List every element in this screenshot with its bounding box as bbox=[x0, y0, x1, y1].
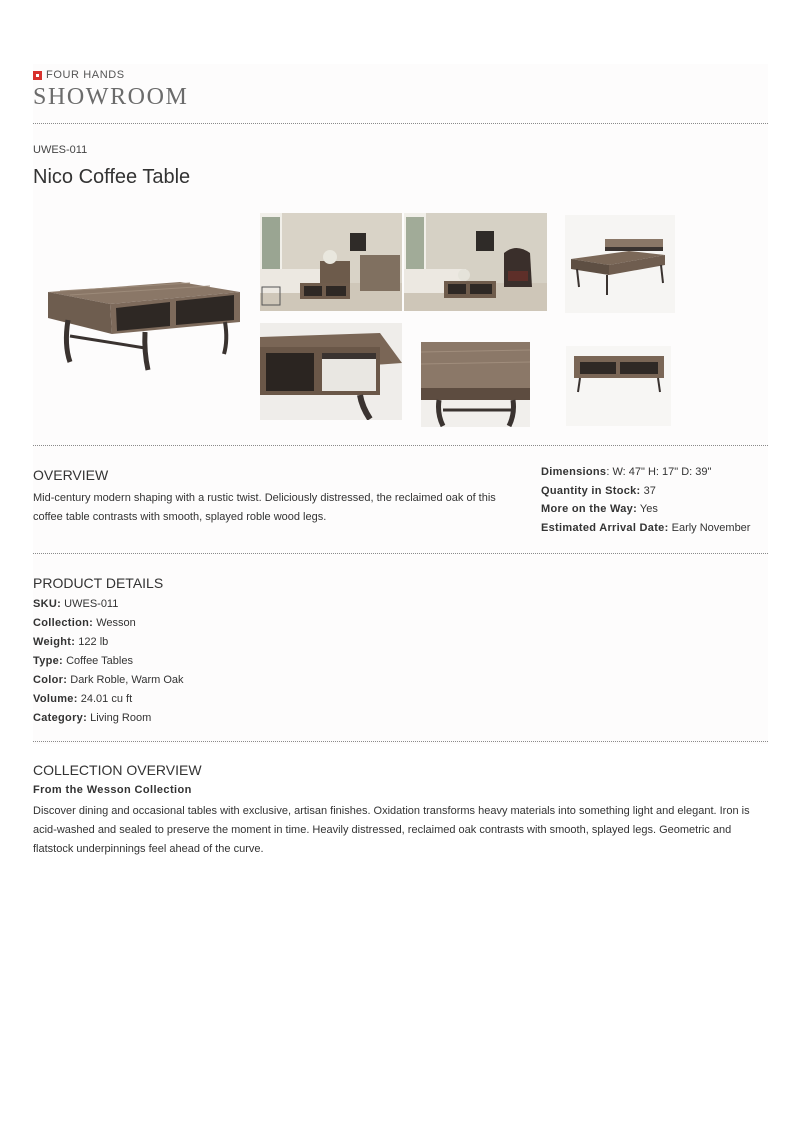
brand-header bbox=[33, 68, 188, 111]
brand-title: SHOWROOM bbox=[33, 84, 189, 110]
spec-arrival-date: Estimated Arrival Date: Early November bbox=[541, 521, 751, 534]
product-image-room-1[interactable] bbox=[260, 213, 402, 311]
detail-sku: SKU: UWES-011 bbox=[33, 598, 119, 610]
detail-category: Category: Living Room bbox=[33, 712, 152, 724]
overview-heading: OVERVIEW bbox=[33, 467, 109, 483]
brand-name: FOUR HANDS bbox=[46, 69, 125, 81]
product-sku: UWES-011 bbox=[33, 144, 88, 156]
spec-quantity: Quantity in Stock: 37 bbox=[541, 484, 656, 497]
details-list bbox=[33, 595, 184, 728]
collection-heading: COLLECTION OVERVIEW bbox=[33, 762, 202, 778]
spec-list bbox=[541, 463, 750, 537]
product-image-main[interactable] bbox=[40, 270, 245, 378]
detail-type: Type: Coffee Tables bbox=[33, 655, 133, 667]
details-heading: PRODUCT DETAILS bbox=[33, 575, 164, 591]
brand-logo-icon bbox=[33, 71, 42, 80]
detail-collection: Collection: Wesson bbox=[33, 617, 136, 629]
product-image-front[interactable] bbox=[566, 346, 671, 426]
product-image-detail-2[interactable] bbox=[421, 342, 530, 427]
detail-color: Color: Dark Roble, Warm Oak bbox=[33, 674, 184, 686]
divider bbox=[33, 741, 768, 742]
detail-volume: Volume: 24.01 cu ft bbox=[33, 693, 133, 705]
divider bbox=[33, 123, 768, 124]
collection-subheading: From the Wesson Collection bbox=[33, 784, 192, 796]
product-image-room-2[interactable] bbox=[404, 213, 547, 311]
collection-text: Discover dining and occasional tables with exclusive, artisan finishes. Oxidation transforms heavy materials into something light and elegant. Iron is acid-washed and sealed to preserve the moment in time. Heavily distressed, reclaimed oak contrasts with smooth, splayed legs. Geometric and flatstock underpinnings feel ahead of the curve. bbox=[33, 805, 750, 855]
divider bbox=[33, 553, 768, 554]
product-title: Nico Coffee Table bbox=[33, 166, 191, 188]
product-image-side[interactable] bbox=[565, 215, 675, 313]
product-image-detail-1[interactable] bbox=[260, 323, 402, 420]
detail-weight: Weight: 122 lb bbox=[33, 636, 109, 648]
overview-text: Mid-century modern shaping with a rustic twist. Deliciously distressed, the reclaimed oak of this coffee table contrasts with smooth, splayed roble wood legs. bbox=[33, 492, 496, 523]
divider bbox=[33, 445, 768, 446]
spec-more-on-way: More on the Way: Yes bbox=[541, 503, 658, 515]
spec-dimensions: Dimensions: W: 47" H: 17" D: 39" bbox=[541, 466, 712, 478]
